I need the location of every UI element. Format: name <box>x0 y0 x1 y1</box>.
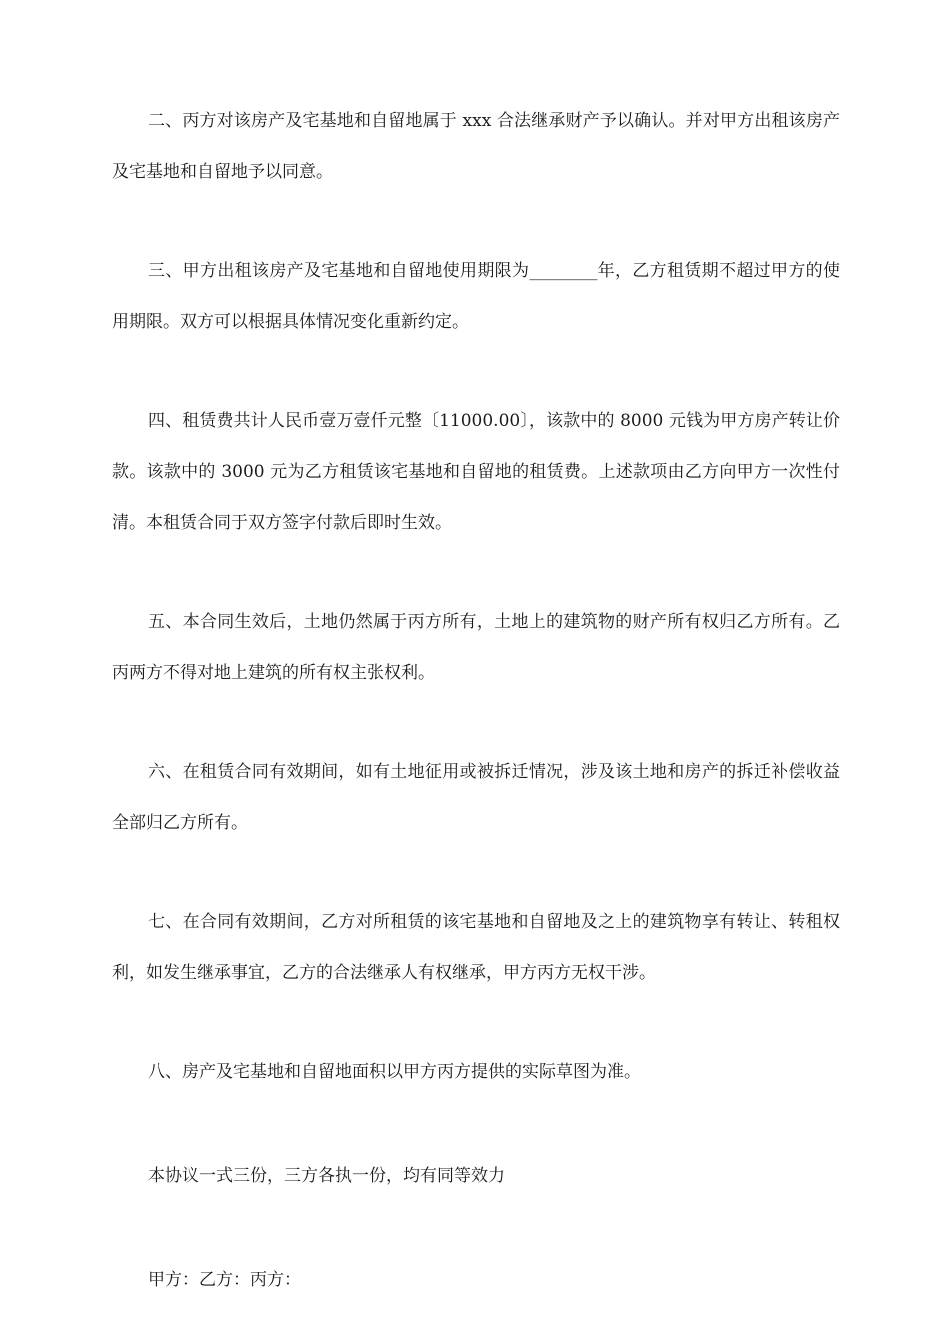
spacer <box>112 999 840 1047</box>
clause-2: 二、丙方对该房产及宅基地和自留地属于 xxx 合法继承财产予以确认。并对甲方出租该房产及宅基地和自留地予以同意。 <box>112 111 840 182</box>
document-page <box>112 96 840 1306</box>
spacer <box>112 198 840 246</box>
clause-8: 八、房产及宅基地和自留地面积以甲方丙方提供的实际草图为准。 <box>148 1062 641 1082</box>
clause-7: 七、在合同有效期间，乙方对所租赁的该宅基地和自留地及之上的建筑物享有转让、转租权利，如发生继承事宜，乙方的合法继承人有权继承，甲方丙方无权干涉。 <box>112 912 840 983</box>
spacer <box>112 549 840 597</box>
spacer <box>112 1202 840 1255</box>
spacer <box>112 348 840 396</box>
copies-statement: 本协议一式三份，三方各执一份，均有同等效力 <box>148 1166 505 1186</box>
spacer <box>112 849 840 897</box>
spacer <box>112 699 840 747</box>
clause-6: 六、在租赁合同有效期间，如有土地征用或被拆迁情况，涉及该土地和房产的拆迁补偿收益全部归乙方所有。 <box>112 762 840 833</box>
clause-4: 四、租赁费共计人民币壹万壹仟元整〔11000.00〕，该款中的 8000 元钱为甲方房产转让价款。该款中的 3000 元为乙方租赁该宅基地和自留地的租赁费。上述款项由乙方向甲方一次性付清。本租赁合同于双方签字付款后即时生效。 <box>112 411 840 533</box>
spacer <box>112 1098 840 1151</box>
clause-5: 五、本合同生效后，土地仍然属于丙方所有，土地上的建筑物的财产所有权归乙方所有。乙丙两方不得对地上建筑的所有权主张权利。 <box>112 612 840 683</box>
clause-3: 三、甲方出租该房产及宅基地和自留地使用期限为________年，乙方租赁期不超过甲方的使用期限。双方可以根据具体情况变化重新约定。 <box>112 261 840 332</box>
signature-parties: 甲方：乙方：丙方： <box>148 1270 301 1290</box>
